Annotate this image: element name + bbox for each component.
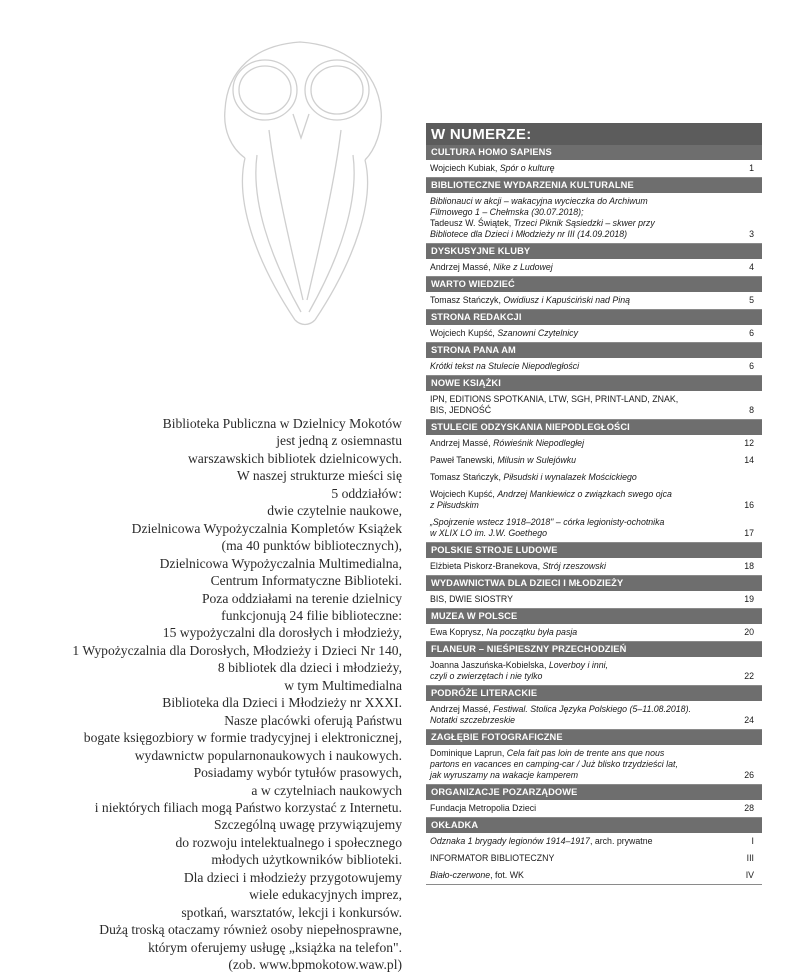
section-entries xyxy=(426,558,762,576)
section-heading: PODRÓŻE LITERACKIE xyxy=(426,686,762,701)
page-number: 12 xyxy=(744,438,754,448)
entry-author: Andrzej Massé, xyxy=(430,262,494,272)
intro-line: (zob. www.bpmokotow.waw.pl) xyxy=(228,957,402,973)
entry-line xyxy=(430,528,722,539)
entry-line xyxy=(430,207,722,218)
toc-entry xyxy=(426,292,762,309)
entry-author: Wojciech Kubiak, xyxy=(430,163,500,173)
intro-line: Biblioteka Publiczna w Dzielnicy Mokotów xyxy=(162,416,402,431)
section-heading: ZAGŁĘBIE FOTOGRAFICZNE xyxy=(426,730,762,745)
entry-author: Paweł Tanewski, xyxy=(430,455,498,465)
entry-author: Joanna Jaszuńska-Kobielska, xyxy=(430,660,549,670)
section-entries xyxy=(426,358,762,376)
section-entries xyxy=(426,833,762,885)
toc-entry xyxy=(426,193,762,243)
entry-line xyxy=(430,836,722,847)
section-entries xyxy=(426,657,762,686)
section-heading: STRONA REDAKCJI xyxy=(426,310,762,325)
entry-author: Tadeusz W. Świątek, xyxy=(430,218,514,228)
entry-author: BIS, JEDNOŚĆ xyxy=(430,405,492,415)
section-heading: WARTO WIEDZIEĆ xyxy=(426,277,762,292)
section-entries xyxy=(426,160,762,178)
page-number: 26 xyxy=(744,770,754,780)
section-heading: ORGANIZACJE POZARZĄDOWE xyxy=(426,785,762,800)
toc-entry xyxy=(426,259,762,276)
page-number: I xyxy=(751,836,754,846)
entry-line xyxy=(430,295,722,306)
entry-title: Biało-czerwone xyxy=(430,870,491,880)
library-intro-text xyxy=(30,415,402,974)
toc-entry xyxy=(426,657,762,685)
entry-author: Tomasz Stańczyk, xyxy=(430,295,504,305)
intro-line: W naszej strukturze mieści się xyxy=(236,468,402,484)
intro-line: dwie czytelnie naukowe, xyxy=(267,503,402,519)
entry-title: Festiwal. Stolica Języka Polskiego (5–11.08.2018). xyxy=(493,704,691,714)
entry-title: Loverboy i inni, xyxy=(548,660,608,670)
entry-title: partons en vacances en camping-car / Już blisko trzydzieści lat, xyxy=(430,759,678,769)
entry-author: Andrzej Massé, xyxy=(430,438,494,448)
entry-title: jak wyruszamy na wakacje kamperem xyxy=(430,770,579,780)
section-entries xyxy=(426,591,762,609)
intro-line: którym oferujemy usługę „książka na telefon". xyxy=(148,939,402,955)
intro-line: Poza oddziałami na terenie dzielnicy xyxy=(201,590,402,606)
entry-line xyxy=(430,455,722,466)
section-heading: DYSKUSYJNE KLUBY xyxy=(426,244,762,259)
toc-entry xyxy=(426,591,762,608)
page-number: 1 xyxy=(749,163,754,173)
intro-line: Posiadamy wybór tytułów prasowych, xyxy=(193,765,402,781)
toc-title: W NUMERZE: xyxy=(426,123,762,145)
toc-entry xyxy=(426,514,762,542)
toc-entry xyxy=(426,800,762,817)
toc-entry xyxy=(426,391,762,419)
section-heading: MUZEA W POLSCE xyxy=(426,609,762,624)
page-number: 16 xyxy=(744,500,754,510)
entry-line xyxy=(430,500,722,511)
intro-line: Biblioteka dla Dzieci i Młodzieży nr XXXI. xyxy=(162,695,402,711)
toc-entry xyxy=(426,833,762,850)
entry-line xyxy=(430,803,722,814)
intro-line: Nasze placówki oferują Państwu xyxy=(224,712,402,728)
entry-author: Tomasz Stańczyk, xyxy=(430,472,504,482)
toc-entry xyxy=(426,435,762,452)
entry-title: Krótki tekst na Stulecie Niepodległości xyxy=(430,361,580,371)
toc-entry xyxy=(426,452,762,469)
entry-line xyxy=(430,438,722,449)
entry-title: Spór o kulturę xyxy=(499,163,555,173)
page-number: 5 xyxy=(749,295,754,305)
entry-line xyxy=(430,196,722,207)
intro-line: Dużą troską otaczamy również osoby niepełnosprawne, xyxy=(99,922,402,938)
entry-author: Ewa Koprysz, xyxy=(430,627,487,637)
section-entries xyxy=(426,701,762,730)
page-number: 6 xyxy=(749,361,754,371)
intro-line: (ma 40 punktów bibliotecznych), xyxy=(221,538,402,554)
entry-line xyxy=(430,489,722,500)
page-number: 24 xyxy=(744,715,754,725)
page-number: 17 xyxy=(744,528,754,538)
section-entries xyxy=(426,325,762,343)
section-entries xyxy=(426,292,762,310)
entry-line xyxy=(430,361,722,372)
entry-author: , fot. WK xyxy=(490,870,524,880)
page-number: 4 xyxy=(749,262,754,272)
entry-line xyxy=(430,229,722,240)
page-number: 19 xyxy=(744,594,754,604)
toc-entry xyxy=(426,850,762,867)
entry-author: Elżbieta Piskorz-Branekova, xyxy=(430,561,543,571)
section-heading: BIBLIOTECZNE WYDARZENIA KULTURALNE xyxy=(426,178,762,193)
entry-line xyxy=(430,517,722,528)
entry-line xyxy=(430,759,722,770)
entry-author: IPN, EDITIONS SPOTKANIA, LTW, SGH, PRINT-LAND, ZNAK, xyxy=(430,394,679,404)
toc-entry xyxy=(426,624,762,641)
section-heading: WYDAWNICTWA DLA DZIECI I MŁODZIEŻY xyxy=(426,576,762,591)
intro-line: Szczególną uwagę przywiązujemy xyxy=(214,817,402,833)
entry-title: Nike z Ludowej xyxy=(493,262,553,272)
entry-title: Notatki szczebrzeskie xyxy=(430,715,516,725)
entry-author: Wojciech Kupść, xyxy=(430,489,498,499)
page-number: 20 xyxy=(744,627,754,637)
section-entries xyxy=(426,800,762,818)
entry-line xyxy=(430,748,722,759)
intro-line: i niektórych filiach mogą Państwo korzystać z Internetu. xyxy=(94,799,402,815)
entry-title: Biblionauci w akcji – wakacyjna wycieczka do Archiwum xyxy=(430,196,648,206)
entry-title: Bibliotece dla Dzieci i Młodzieży nr III (14.09.2018) xyxy=(430,229,628,239)
section-heading: POLSKIE STROJE LUDOWE xyxy=(426,543,762,558)
intro-line: 1 Wypożyczalnia dla Dorosłych, Młodzieży i Dzieci Nr 140, xyxy=(72,642,402,658)
intro-line: Centrum Informatyczne Biblioteki. xyxy=(210,573,402,589)
page-number: 28 xyxy=(744,803,754,813)
toc-entry xyxy=(426,486,762,514)
entry-line xyxy=(430,561,722,572)
entry-author: BIS, DWIE SIOSTRY xyxy=(430,594,513,604)
entry-title: Owidiusz i Kapuściński nad Piną xyxy=(503,295,630,305)
section-heading: FLANEUR – NIEŚPIESZNY PRZECHODZIEŃ xyxy=(426,642,762,657)
entry-line xyxy=(430,472,722,483)
entry-title: Strój rzeszowski xyxy=(542,561,606,571)
page-number: 8 xyxy=(749,405,754,415)
entry-author: Wojciech Kupść, xyxy=(430,328,498,338)
section-entries xyxy=(426,259,762,277)
toc-entry xyxy=(426,325,762,342)
entry-title: „Spojrzenie wstecz 1918–2018" – córka legionisty-ochotnika xyxy=(430,517,665,527)
entry-author: Dominique Laprun, xyxy=(430,748,507,758)
entry-title: Filmowego 1 – Chełmska (30.07.2018); xyxy=(430,207,584,217)
toc-sections xyxy=(426,145,762,885)
page-number: 14 xyxy=(744,455,754,465)
entry-author: , arch. prywatne xyxy=(589,836,653,846)
entry-line xyxy=(430,627,722,638)
intro-line: Dzielnicowa Wypożyczalnia Multimedialna, xyxy=(159,555,402,571)
page-number: 6 xyxy=(749,328,754,338)
entry-line xyxy=(430,218,722,229)
intro-line: 15 wypożyczalni dla dorosłych i młodzieży, xyxy=(162,625,402,641)
page-number: IV xyxy=(745,870,754,880)
intro-line: spotkań, warsztatów, lekcji i konkursów. xyxy=(181,904,402,920)
intro-line: wiele edukacyjnych imprez, xyxy=(249,887,402,903)
intro-line: Dla dzieci i młodzieży przygotowujemy xyxy=(183,869,402,885)
intro-line: a w czytelniach naukowych xyxy=(251,782,402,798)
toc-entry xyxy=(426,558,762,575)
entry-title: Odznaka 1 brygady legionów 1914–1917 xyxy=(430,836,590,846)
page-number: 3 xyxy=(749,229,754,239)
intro-line: warszawskich bibliotek dzielnicowych. xyxy=(187,450,402,466)
intro-line: Dzielnicowa Wypożyczalnia Kompletów Książek xyxy=(131,520,402,536)
entry-line xyxy=(430,405,722,416)
toc-entry xyxy=(426,745,762,784)
section-heading: OKŁADKA xyxy=(426,818,762,833)
section-heading: NOWE KSIĄŻKI xyxy=(426,376,762,391)
entry-title: Rówieśnik Niepodległej xyxy=(493,438,585,448)
entry-title: Na początku była pasja xyxy=(486,627,578,637)
entry-line xyxy=(430,870,722,881)
entry-line xyxy=(430,715,722,726)
entry-author: Andrzej Massé, xyxy=(430,704,494,714)
intro-line: młodych użytkowników biblioteki. xyxy=(211,852,402,868)
toc-entry xyxy=(426,160,762,177)
entry-title: w XLIX LO im. J.W. Goethego xyxy=(430,528,548,538)
intro-line: funkcjonują 24 filie biblioteczne: xyxy=(221,607,402,623)
intro-line: wydawnictw popularnonaukowych i naukowych. xyxy=(134,747,402,763)
page-number: 22 xyxy=(744,671,754,681)
page-number: III xyxy=(746,853,754,863)
intro-line: w tym Multimedialna xyxy=(284,677,402,693)
entry-line xyxy=(430,770,722,781)
section-heading: CULTURA HOMO SAPIENS xyxy=(426,145,762,160)
entry-line xyxy=(430,853,722,864)
entry-title: czyli o zwierzętach i nie tylko xyxy=(430,671,543,681)
table-of-contents xyxy=(426,123,762,885)
entry-title: Szanowni Czytelnicy xyxy=(497,328,578,338)
section-heading: STULECIE ODZYSKANIA NIEPODLEGŁOŚCI xyxy=(426,420,762,435)
entry-title: z Piłsudskim xyxy=(430,500,479,510)
toc-entry xyxy=(426,701,762,729)
entry-title: Trzeci Piknik Sąsiedzki – skwer przy xyxy=(513,218,655,228)
entry-title: Piłsudski i wynalazek Mościckiego xyxy=(503,472,637,482)
intro-line: 5 oddziałów: xyxy=(331,485,402,501)
entry-title: Cela fait pas loin de trente ans que nous xyxy=(506,748,665,758)
entry-line xyxy=(430,671,722,682)
entry-title: Andrzej Mankiewicz o związkach swego ojca xyxy=(497,489,672,499)
entry-line xyxy=(430,704,722,715)
section-entries xyxy=(426,391,762,420)
entry-author: Fundacja Metropolia Dzieci xyxy=(430,803,537,813)
intro-line: do rozwoju intelektualnego i społecznego xyxy=(175,834,402,850)
section-entries xyxy=(426,624,762,642)
toc-entry xyxy=(426,358,762,375)
section-heading: STRONA PANA AM xyxy=(426,343,762,358)
owl-outline-logo xyxy=(205,30,405,330)
section-entries xyxy=(426,745,762,785)
toc-entry xyxy=(426,867,762,884)
section-entries xyxy=(426,193,762,244)
intro-line: jest jedną z osiemnastu xyxy=(276,433,402,449)
entry-line xyxy=(430,262,722,273)
entry-line xyxy=(430,660,722,671)
page-number: 18 xyxy=(744,561,754,571)
entry-line xyxy=(430,594,722,605)
entry-title: Milusin w Sulejówku xyxy=(497,455,577,465)
toc-entry xyxy=(426,469,762,486)
intro-line: bogate księgozbiory w formie tradycyjnej i elektronicznej, xyxy=(83,730,402,746)
entry-line xyxy=(430,394,722,405)
entry-line xyxy=(430,163,722,174)
intro-line: 8 bibliotek dla dzieci i młodzieży, xyxy=(217,660,402,676)
entry-line xyxy=(430,328,722,339)
section-entries xyxy=(426,435,762,543)
entry-author: INFORMATOR BIBLIOTECZNY xyxy=(430,853,555,863)
